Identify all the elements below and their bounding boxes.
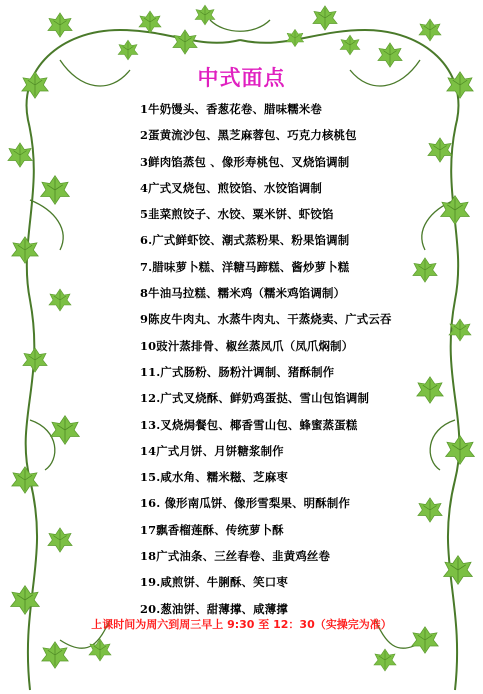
list-item: 17飘香榴莲酥、传统萝卜酥 [140,522,284,537]
page-title: 中式面点 [197,66,286,90]
list-item: 2蛋黄流沙包、黑芝麻蓉包、巧克力核桃包 [140,128,357,143]
list-item: 5韭菜煎饺子、水饺、粟米饼、虾饺馅 [140,207,334,222]
list-item: 18广式油条、三丝春卷、韭黄鸡丝卷 [140,549,331,564]
list-item: 15.咸水角、糯米糍、芝麻枣 [140,470,288,485]
list-item: 8牛油马拉糕、糯米鸡（糯米鸡馅调制） [140,286,346,301]
list-item: 1牛奶馒头、香葱花卷、腊味糯米卷 [140,102,322,116]
schedule-note: 上课时间为周六到周三早上 9:30 至 12：30（实操完为准） [91,618,392,631]
list-item: 16. 像形南瓜饼、像形雪梨果、明酥制作 [140,496,351,511]
list-item: 3鲜肉馅蒸包 、像形寿桃包、叉烧馅调制 [140,154,350,169]
list-item: 6.广式鲜虾饺、潮式蒸粉果、粉果馅调制 [140,233,350,248]
course-list [140,96,440,622]
list-item: 19.咸煎饼、牛脷酥、笑口枣 [140,575,288,590]
list-item: 11.广式肠粉、肠粉汁调制、猪酥制作 [140,364,335,379]
list-item: 12.广式叉烧酥、鲜奶鸡蛋挞、雪山包馅调制 [140,391,370,406]
list-item: 9陈皮牛肉丸、水蒸牛肉丸、干蒸烧卖、广式云吞 [140,312,392,327]
list-item: 4广式叉烧包、煎饺馅、水饺馅调制 [140,180,322,195]
list-item: 14广式月饼、月饼糖浆制作 [140,443,284,458]
list-item: 10豉汁蒸排骨、椒丝蒸凤爪（凤爪焖制） [140,338,354,353]
list-item: 13.叉烧焗餐包、椰香雪山包、蜂蜜蒸蛋糕 [140,417,358,432]
list-item: 20.葱油饼、甜薄撑、咸薄撑 [140,601,288,616]
list-item: 7.腊味萝卜糕、洋糖马蹄糕、酱炒萝卜糕 [140,259,350,274]
